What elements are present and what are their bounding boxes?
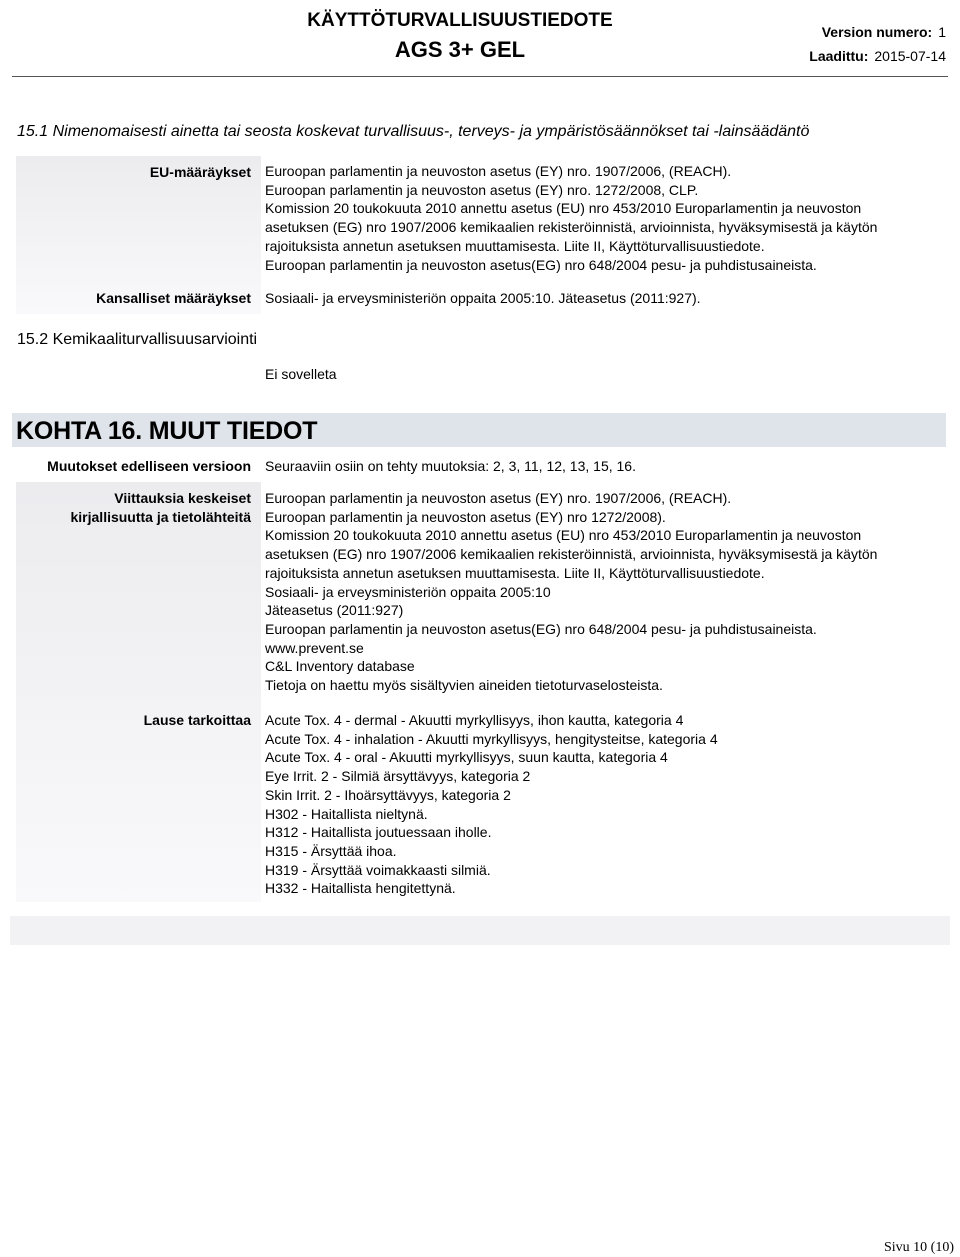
reference-line: Euroopan parlamentin ja neuvoston asetus(EG) nro 648/2004 pesu- ja puhdistusaineista. [265,620,817,637]
phrase-line: H315 - Ärsyttää ihoa. [265,842,397,859]
phrases-label: Lause tarkoittaa [143,712,251,728]
header-divider [12,76,948,77]
section-16-label-column [16,482,261,902]
section-15-1-heading: 15.1 Nimenomaisesti ainetta tai seosta koskevat turvallisuus-, terveys- ja ympäristösäännökset tai -lainsäädäntö [17,123,810,140]
eu-line: Komission 20 toukokuuta 2010 annettu asetus (EU) nro 453/2010 Europarlamentin ja neuvoston [265,200,862,217]
changes-line: Seuraaviin osiin on tehty muutoksia: 2, 3, 11, 12, 13, 15, 16. [265,458,636,474]
date-value: 2015-07-14 [874,48,946,64]
eu-line: Euroopan parlamentin ja neuvoston asetus(EG) nro 648/2004 pesu- ja puhdistusaineista. [265,256,817,273]
phrase-line: Acute Tox. 4 - inhalation - Akuutti myrkyllisyys, hengitysteitse, kategoria 4 [265,730,718,747]
eu-line: Euroopan parlamentin ja neuvoston asetus (EY) nro. 1272/2008, CLP. [265,181,699,198]
version-info [822,24,946,40]
reference-line: Sosiaali- ja erveysministeriön oppaita 2005:10 [265,583,551,600]
version-value: 1 [938,24,946,40]
references-label [16,489,251,526]
references-label-line: Viittauksia keskeiset [114,490,251,506]
phrase-line: H312 - Haitallista joutuessaan iholle. [265,824,492,841]
reference-line: www.prevent.se [265,639,364,656]
changes-label: Muutokset edelliseen versioon [47,458,251,474]
reference-line: Komission 20 toukokuuta 2010 annettu asetus (EU) nro 453/2010 Europarlamentin ja neuvoston [265,527,862,544]
reference-line: Jäteasetus (2011:927) [265,602,404,619]
section-end-band [10,916,950,945]
national-regulations-text [265,289,701,308]
national-line: Sosiaali- ja erveysministeriön oppaita 2005:10. Jäteasetus (2011:927). [265,290,701,306]
product-name: AGS 3+ GEL [394,37,526,62]
phrase-line: Acute Tox. 4 - oral - Akuutti myrkyllisyys, suun kautta, kategoria 4 [265,749,668,766]
reference-line: asetuksen (EG) nro 1907/2006 kemikaalien rekisteröinnistä, arvioinnista, hyväksymisestä ja käytön [265,546,878,563]
references-label-line: kirjallisuutta ja tietolähteitä [70,508,251,525]
date-info [809,48,946,64]
reference-line: Euroopan parlamentin ja neuvoston asetus (EY) nro 1272/2008). [265,508,666,525]
references-text [265,489,877,695]
eu-line: rajoituksista annetun asetuksen muuttamisesta. Liite II, Käyttöturvallisuustiedote. [265,237,765,254]
changes-text [265,457,636,476]
eu-line: asetuksen (EG) nro 1907/2006 kemikaalien rekisteröinnistä, arvioinnista, hyväksymisestä ja käytön [265,219,878,236]
section-16-heading: KOHTA 16. MUUT TIEDOT [16,417,318,445]
phrase-line: H302 - Haitallista nieltynä. [265,805,428,822]
reference-line: C&L Inventory database [265,658,415,675]
date-label: Laadittu: [809,48,869,64]
section-15-2-heading: 15.2 Kemikaaliturvallisuusarviointi [17,331,258,348]
page-number: Sivu 10 (10) [884,1240,954,1255]
document-title: KÄYTTÖTURVALLISUUSTIEDOTE [307,10,613,31]
reference-line: Euroopan parlamentin ja neuvoston asetus (EY) nro. 1907/2006, (REACH). [265,490,732,506]
phrase-line: H332 - Haitallista hengitettynä. [265,880,456,897]
eu-regulations-text [265,162,877,274]
reference-line: rajoituksista annetun asetuksen muuttamisesta. Liite II, Käyttöturvallisuustiedote. [265,564,765,581]
phrase-line: Eye Irrit. 2 - Silmiä ärsyttävyys, kategoria 2 [265,768,531,785]
eu-line: Euroopan parlamentin ja neuvoston asetus (EY) nro. 1907/2006, (REACH). [265,163,732,179]
reference-line: Tietoja on haettu myös sisältyvien aineiden tietoturvaselosteista. [265,677,663,694]
phrase-line: H319 - Ärsyttää voimakkaasti silmiä. [265,861,491,878]
chemical-safety-assessment-text [265,365,337,384]
phrase-line: Skin Irrit. 2 - Ihoärsyttävyys, kategoria 2 [265,786,511,803]
phrase-line: Acute Tox. 4 - dermal - Akuutti myrkyllisyys, ihon kautta, kategoria 4 [265,712,684,728]
national-regulations-label: Kansalliset määräykset [96,290,251,306]
eu-regulations-label: EU-määräykset [149,164,251,180]
assessment-value: Ei sovelleta [265,366,337,382]
phrases-text [265,711,718,898]
version-label: Version numero: [821,24,933,40]
